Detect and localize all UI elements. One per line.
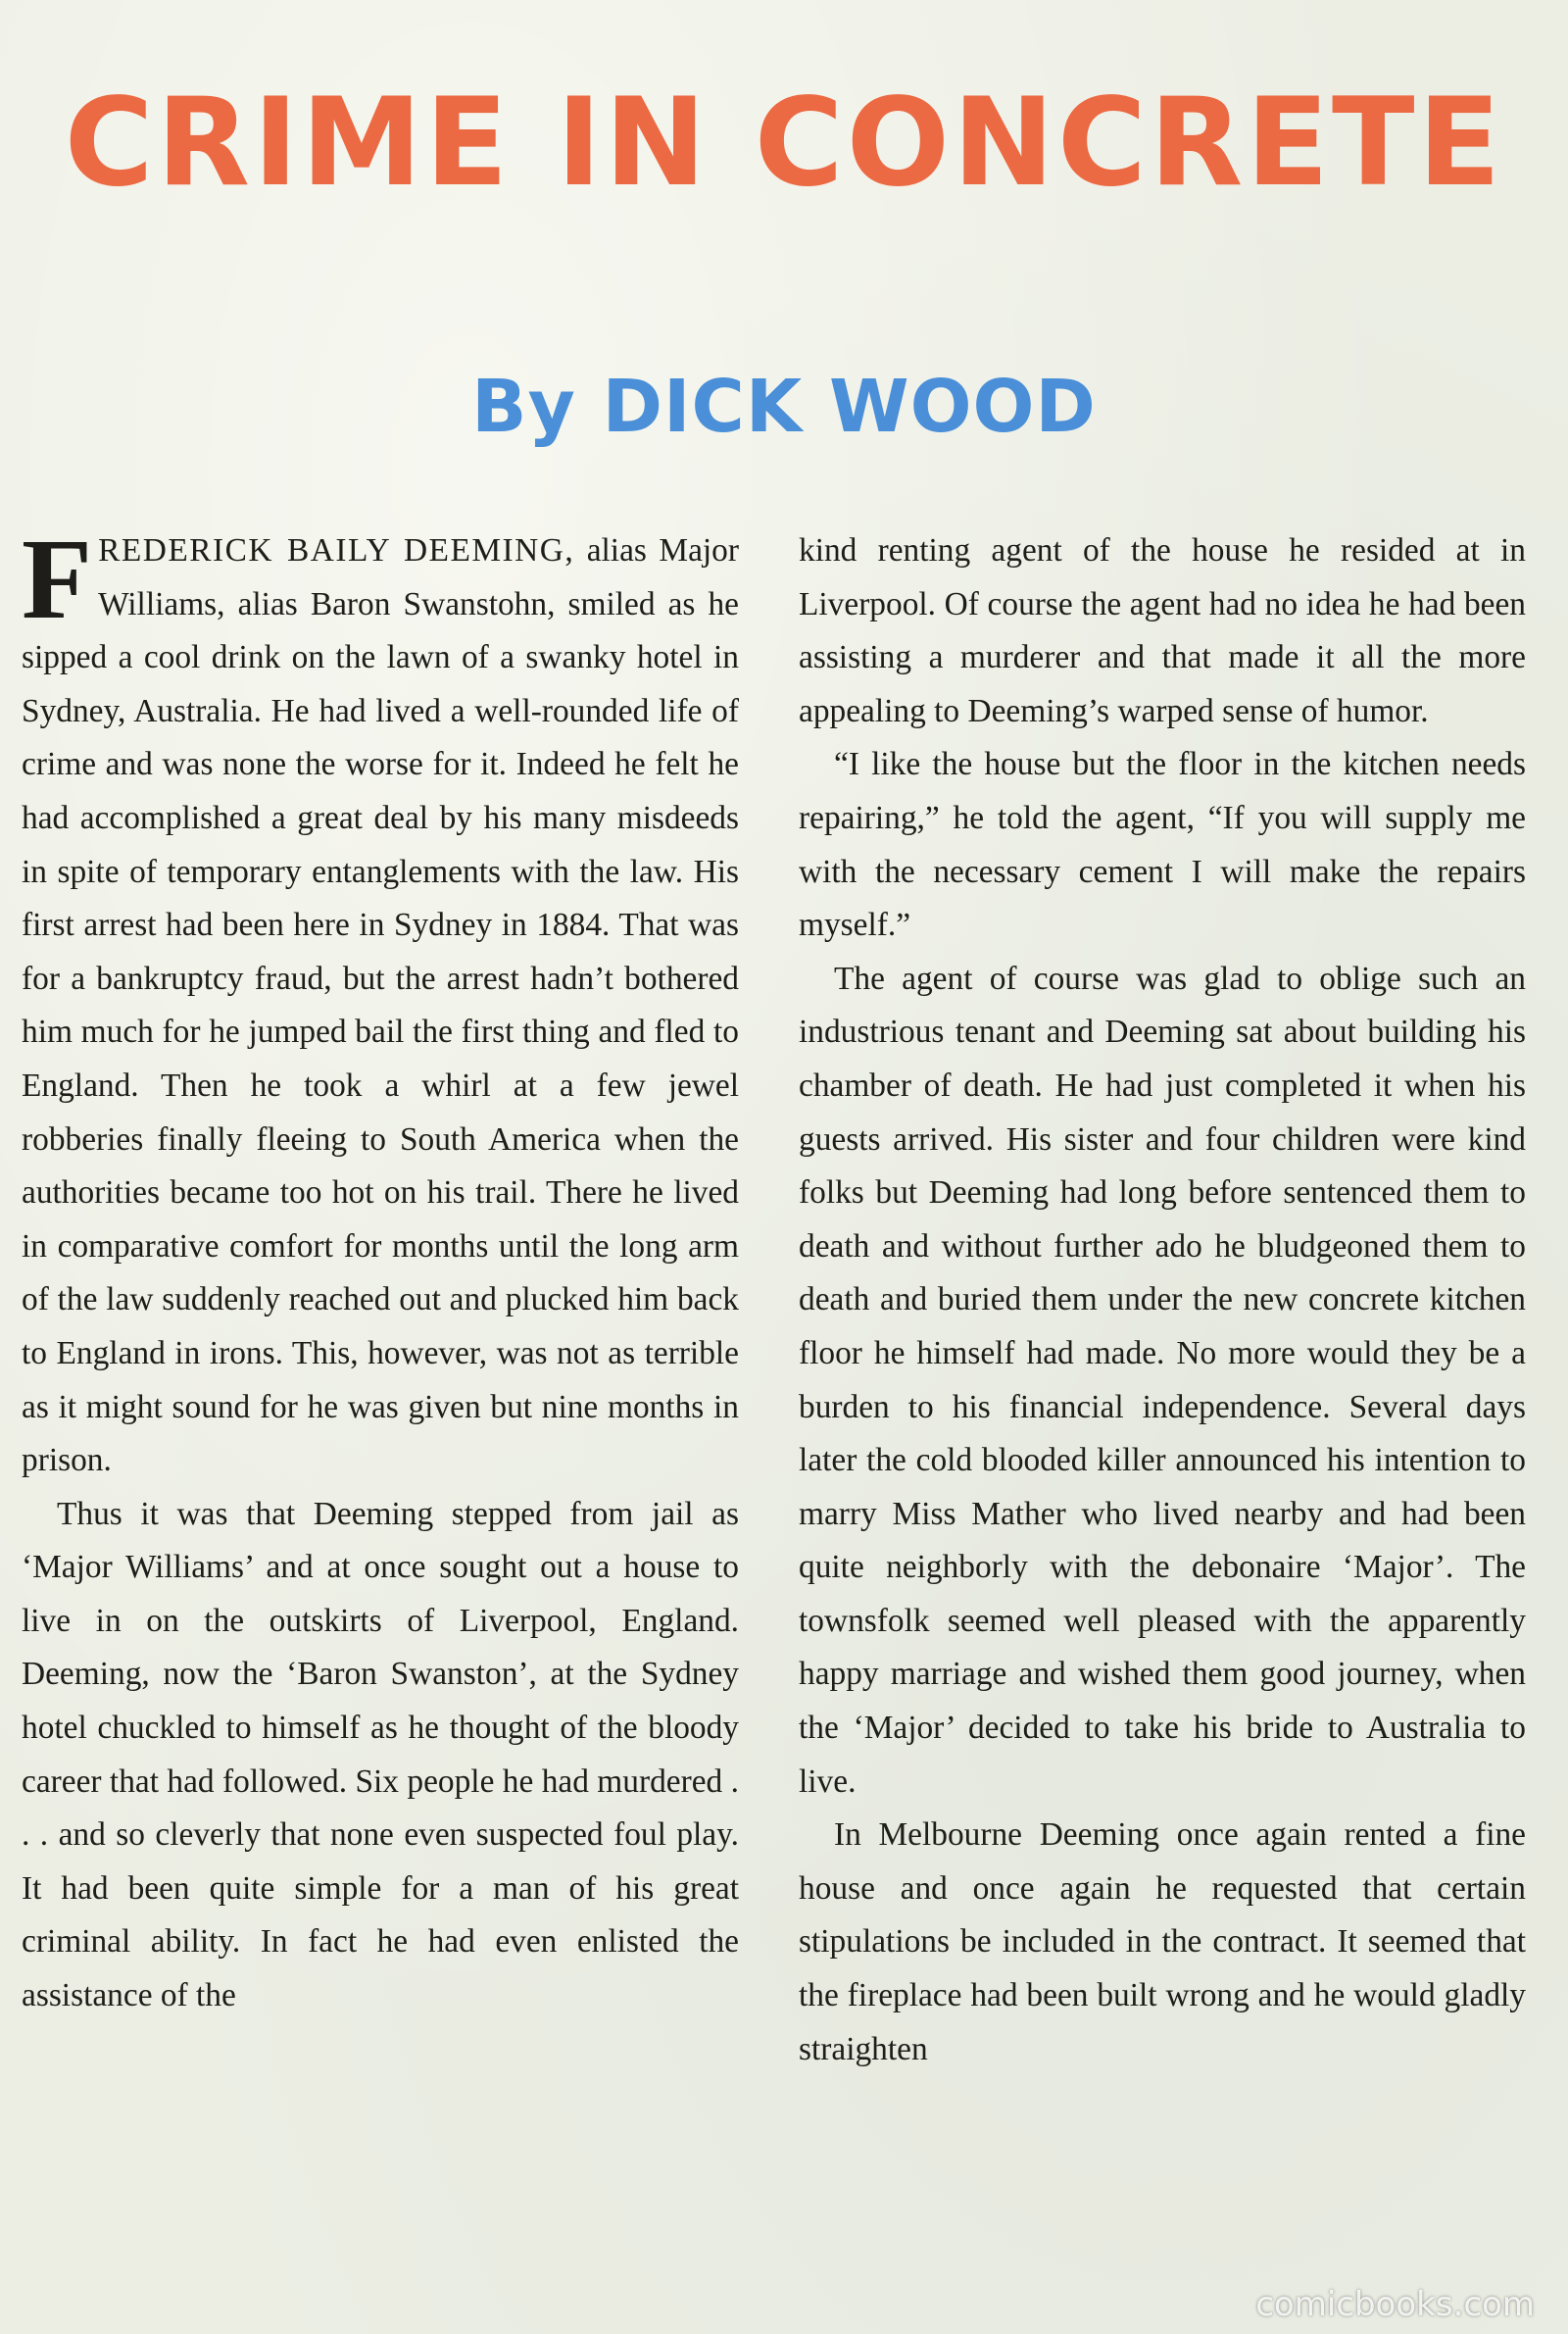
right-column	[799, 524, 1526, 2076]
paragraph: kind renting agent of the house he resided at in Liverpool. Of course the agent had no idea he had been assisting a murderer and that made it all the more appealing to Deeming’s warped sense of humor.	[799, 532, 1526, 729]
author-byline: By DICK WOOD	[471, 365, 1097, 449]
paragraph: The agent of course was glad to oblige such an industrious tenant and Deeming sat about building his chamber of death. He had just completed it when his guests arrived. His sister and four children were kind folks but Deeming had long before sentenced them to death and without further ado he bludgeoned them to death and buried them under the new concrete kitchen floor he himself had made. No more would they be a burden to his financial independence. Several days later the cold blooded killer announced his intention to marry Miss Mather who lived nearby and had been quite neighborly with the debonaire ‘Major’. The townsfolk seemed well pleased with the apparently happy marriage and wished them good journey, when the ‘Major’ decided to take his bride to Australia to live.	[799, 960, 1526, 1800]
paragraph: In Melbourne Deeming once again rented a fine house and once again he requested that certain stipulations be included in the contract. It seemed that the fireplace had been built wrong and he would gladly straighten	[799, 1816, 1526, 2067]
left-column	[22, 515, 739, 2023]
watermark: comicbooks.com	[1255, 2285, 1535, 2324]
paragraph: Thus it was that Deeming stepped from jail as ‘Major Williams’ and at once sought out a house to live in on the outskirts of Liverpool, England. Deeming, now the ‘Baron Swanston’, at the Sydney hotel chuckled to himself as he thought of the bloody career that had followed. Six people he had murdered . . . and so cleverly that none even suspected foul play. It had been quite simple for a man of his great criminal ability. In fact he had even enlisted the assistance of the	[22, 1495, 739, 2014]
paragraph-text: alias Major Williams, alias Baron Swanstohn, smiled as he sipped a cool drink on the lawn of a swanky hotel in Sydney, Australia. He had lived a well-rounded life of crime and was none the worse for it. Indeed he felt he had accomplished a great deal by his many misdeeds in spite of temporary entanglements with the law. His first arrest had been here in Sydney in 1884. That was for a bankruptcy fraud, but the arrest hadn’t bothered him much for he jumped bail the first thing and fled to England. Then he took a whirl at a few jewel robberies finally fleeing to South America when the authorities became too hot on his trail. There he lived in comparative comfort for months until the long arm of the law suddenly reached out and plucked him back to England in irons. This, however, was not as terrible as it might sound for he was given but nine months in prison.	[22, 532, 739, 1479]
story-title: CRIME IN CONCRETE	[64, 73, 1504, 214]
opening-name-caps: REDERICK BAILY DEEMING,	[98, 532, 575, 569]
drop-cap: F	[22, 515, 93, 643]
opening-paragraph	[22, 515, 739, 1488]
paragraph: “I like the house but the floor in the kitchen needs repairing,” he told the agent, “If you will supply me with the necessary cement I will make the repairs myself.”	[799, 746, 1526, 944]
